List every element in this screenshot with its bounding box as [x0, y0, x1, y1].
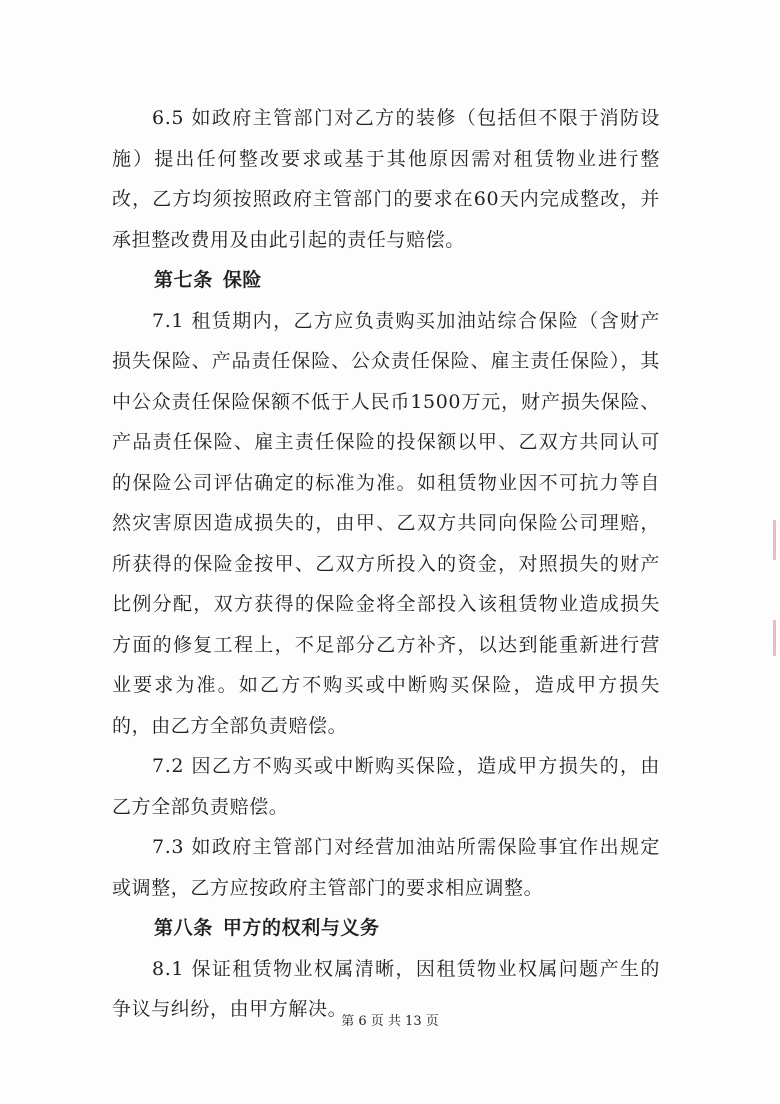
- clause-7-3: 7.3 如政府主管部门对经营加油站所需保险事宜作出规定或调整，乙方应按政府主管部门的要求相应调整。: [112, 836, 660, 899]
- seal-edge-mark-lower: [773, 620, 776, 656]
- article-7-title: 保险: [222, 269, 263, 291]
- clause-7-1: 7.1 租赁期内，乙方应负责购买加油站综合保险（含财产损失保险、产品责任保险、公众责任保险、雇主责任保险），其中公众责任保险保额不低于人民币1500万元，财产损失保险、产品责任保险、雇主责任保险的投保额以甲、乙双方共同认可的保险公司评估确定的标准为准。如租赁物业因不可抗力等自然灾害原因造成损失的，由甲、乙双方共同向保险公司理赔，所获得的保险金按甲、乙双方所投入的资金，对照损失的财产比例分配，双方获得的保险金将全部投入该租赁物业造成损失方面的修复工程上，不足部分乙方补齐，以达到能重新进行营业要求为准。如乙方不购买或中断购买保险，造成甲方损失的，由乙方全部负责赔偿。: [112, 309, 660, 737]
- seal-edge-mark-upper: [773, 520, 776, 560]
- article-8-number: 第八条: [154, 917, 213, 939]
- article-7-heading: [112, 260, 660, 301]
- article-8-title: 甲方的权利与义务: [222, 917, 380, 939]
- clause-6-5: 6.5 如政府主管部门对乙方的装修（包括但不限于消防设施）提出任何整改要求或基于其他原因需对租赁物业进行整改，乙方均须按照政府主管部门的要求在60天内完成整改，并承担整改费用及由此引起的责任与赔偿。: [112, 107, 660, 251]
- document-body: [112, 98, 660, 1030]
- page-number-footer: 第 6 页 共 13 页: [341, 1014, 439, 1029]
- clause-7-2: 7.2 因乙方不购买或中断购买保险，造成甲方损失的，由乙方全部负责赔偿。: [112, 755, 660, 818]
- article-7-number: 第七条: [154, 269, 213, 291]
- article-8-heading: [112, 908, 660, 949]
- clause-8-1: 8.1 保证租赁物业权属清晰，因租赁物业权属问题产生的争议与纠纷，由甲方解决。: [112, 957, 660, 1020]
